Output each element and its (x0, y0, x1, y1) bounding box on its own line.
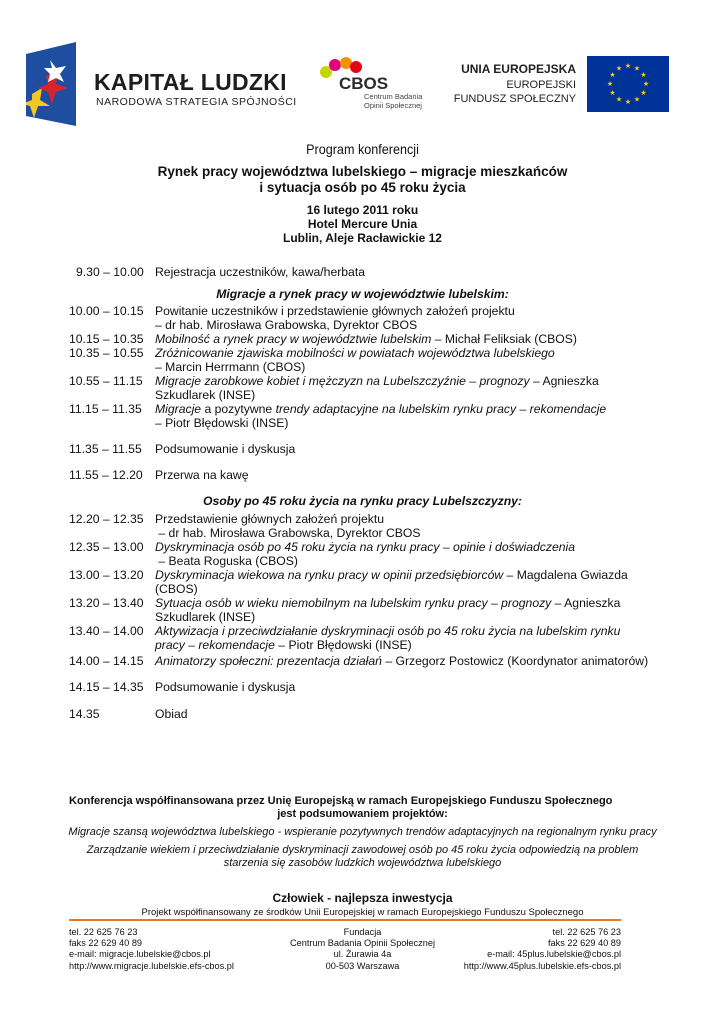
conference-title-line1: Rynek pracy województwa lubelskiego – migracje mieszkańców (157, 164, 568, 179)
svg-text:★: ★ (640, 89, 647, 97)
agenda-time: 10.15 – 10.35 (69, 332, 144, 346)
svg-text:★: ★ (640, 71, 647, 79)
contact-left (69, 927, 234, 972)
agenda-text (155, 624, 675, 639)
talk-title: Zróżnicowanie zjawiska mobilności w powiatach województwa lubelskiego (155, 346, 555, 360)
svg-text:★: ★ (624, 98, 632, 106)
slogan: Człowiek - najlepsza inwestycja (272, 891, 453, 905)
svg-text:★: ★ (615, 95, 623, 104)
svg-text:★: ★ (624, 62, 632, 70)
talk-title: Mobilność a rynek pracy w województwie lubelskim (155, 332, 432, 346)
event-date: 16 lutego 2011 roku (306, 203, 419, 217)
agenda-text (155, 638, 675, 653)
agenda-time: 13.00 – 13.20 (69, 568, 144, 582)
agenda-text (155, 332, 675, 347)
agenda-time: 10.35 – 10.55 (69, 346, 144, 360)
talk-title: Dyskryminacja wiekowa na rynku pracy w opinii przedsiębiorców (155, 568, 504, 582)
contact-left-phone: tel. 22 625 76 23 (69, 927, 138, 937)
svg-text:★: ★ (633, 95, 641, 104)
agenda-speaker: – Piotr Błędowski (INSE) (155, 416, 289, 430)
section-title-45plus: Osoby po 45 roku życia na rynku pracy Lubelszczyzny: (202, 494, 522, 508)
footer-divider (69, 919, 621, 921)
project-cofinancing-note: Projekt współfinansowany ze środków Unii Europejskiej w ramach Europejskiego Funduszu Społecznego (141, 907, 584, 918)
agenda-speaker: Szkudlarek (INSE) (155, 388, 256, 402)
talk-speaker: – Agnieszka (551, 596, 621, 610)
agenda-speaker: – dr hab. Mirosława Grabowska, Dyrektor CBOS (155, 318, 418, 332)
conference-title-line2: i sytuacja osób po 45 roku życia (259, 180, 466, 195)
cbos-subtitle-2: Opinii Społecznej (364, 101, 422, 110)
agenda-speaker: – dr hab. Mirosława Grabowska, Dyrektor CBOS (155, 526, 421, 540)
contact-left-website[interactable]: http://www.migracje.lubelskie.efs-cbos.pl (69, 960, 234, 971)
agenda-text: Obiad (155, 707, 188, 721)
agenda-time: 14.35 (69, 707, 100, 721)
contact-right-phone: tel. 22 625 76 23 (552, 927, 621, 937)
contact-center-name: Centrum Badania Opinii Społecznej (289, 938, 436, 949)
agenda-text (155, 654, 675, 669)
talk-speaker: – Piotr Błędowski (INSE) (274, 638, 412, 652)
agenda-time: 14.00 – 14.15 (69, 654, 144, 668)
project-name-2-line1: Zarządzanie wiekiem i przeciwdziałanie dyskryminacji zawodowej osób po 45 roku życia odpowiedzią na problem (86, 844, 639, 856)
eu-label-3: FUNDUSZ SPOŁECZNY (453, 93, 576, 105)
contact-right (421, 927, 621, 972)
agenda-speaker: Szkudlarek (INSE) (155, 610, 256, 624)
contact-right-website[interactable]: http://www.45plus.lubelskie.efs-cbos.pl (463, 960, 621, 971)
agenda-time: 13.20 – 13.40 (69, 596, 144, 610)
event-venue: Hotel Mercure Unia (307, 217, 418, 231)
agenda-text: Rejestracja uczestników, kawa/herbata (155, 265, 366, 279)
agenda-text: Powitanie uczestników i przedstawienie głównych założeń projektu (155, 304, 515, 318)
cbos-name: CBOS (339, 74, 389, 93)
svg-text:★: ★ (615, 64, 623, 73)
talk-title-rest: trendy adaptacyjne na lubelskim rynku pracy – rekomendacje (275, 402, 607, 416)
agenda-time: 12.35 – 13.00 (69, 540, 144, 554)
talk-title: Migracje (155, 402, 202, 416)
talk-title: Dyskryminacja osób po 45 roku życia na rynku pracy – opinie i doświadczenia (155, 540, 575, 554)
agenda-text: Przedstawienie głównych założeń projektu (155, 512, 384, 526)
project-name-2-line2: starzenia się zasobów ludzkich województwa lubelskiego (223, 857, 502, 869)
talk-speaker: – Michał Feliksiak (CBOS) (431, 332, 577, 346)
eu-label-1: UNIA EUROPEJSKA (461, 62, 576, 76)
agenda-text: Przerwa na kawę (155, 468, 249, 482)
talk-title-mid: a pozytywne (201, 402, 276, 416)
agenda-text (155, 346, 675, 361)
talk-title: Sytuacja osób w wieku niemobilnym na lubelskim rynku pracy – prognozy (155, 596, 552, 610)
agenda-speaker: (CBOS) (155, 582, 198, 596)
eu-flag-icon (587, 56, 669, 112)
agenda-text (155, 374, 675, 389)
talk-speaker: – Agnieszka (529, 374, 599, 388)
contact-right-fax: faks 22 629 40 89 (547, 938, 621, 949)
contact-right-email[interactable]: e-mail: 45plus.lubelskie@cbos.pl (487, 949, 621, 960)
agenda-time: 10.55 – 11.15 (69, 374, 143, 388)
kapital-ludzki-title: KAPITAŁ LUDZKI (94, 69, 287, 95)
event-address: Lublin, Aleje Racławickie 12 (283, 231, 442, 245)
cbos-subtitle-1: Centrum Badania (364, 92, 423, 101)
section-title-migration: Migracje a rynek pracy w województwie lubelskim: (216, 287, 509, 301)
agenda-text: Podsumowanie i dyskusja (155, 680, 296, 694)
talk-title-cont: pracy – rekomendacje (155, 638, 275, 652)
agenda-text: Podsumowanie i dyskusja (155, 442, 296, 456)
svg-text:★: ★ (642, 80, 650, 88)
contact-left-fax: faks 22 629 40 89 (69, 938, 143, 949)
agenda-text (155, 540, 675, 555)
contact-center-city: 00-503 Warszawa (325, 960, 400, 971)
agenda-text (155, 402, 675, 417)
svg-text:★: ★ (609, 71, 616, 79)
agenda-time: 11.35 – 11.55 (69, 442, 142, 456)
talk-title: Migracje zarobkowe kobiet i mężczyzn na Lubelszczyźnie – prognozy (155, 374, 530, 388)
svg-text:★: ★ (606, 80, 614, 88)
cofinanced-line1: Konferencja współfinansowana przez Unię Europejską w ramach Europejskiego Funduszu Społecznego (69, 795, 613, 807)
agenda-time: 14.15 – 14.35 (69, 680, 144, 694)
agenda-time: 12.20 – 12.35 (69, 512, 144, 526)
agenda-time: 9.30 – 10.00 (76, 265, 144, 279)
svg-text:★: ★ (609, 89, 616, 97)
contact-center-street: ul. Żurawia 4a (333, 949, 392, 960)
agenda-speaker: – Marcin Herrmann (CBOS) (155, 360, 306, 374)
talk-speaker: – Grzegorz Postowicz (Koordynator animatorów) (381, 654, 649, 668)
eu-label-2: EUROPEJSKI (506, 79, 576, 91)
kapital-ludzki-logo (26, 42, 76, 126)
agenda-time: 13.40 – 14.00 (69, 624, 144, 638)
talk-title: Aktywizacja i przeciwdziałanie dyskryminacji osób po 45 roku życia na lubelskim rynku (155, 624, 621, 638)
talk-title: Animatorzy społeczni: prezentacja działań (155, 654, 382, 668)
agenda-time: 11.15 – 11.35 (69, 402, 142, 416)
project-name-1: Migracje szansą województwa lubelskiego - wspieranie pozytywnych trendów adaptacyjnych na regionalnym rynku pracy (68, 826, 657, 838)
contact-center-org: Fundacja (343, 927, 382, 937)
contact-left-email[interactable]: e-mail: migracje.lubelskie@cbos.pl (69, 949, 211, 960)
svg-text:★: ★ (633, 64, 641, 73)
program-label: Program konferencji (306, 141, 419, 157)
agenda-text (155, 568, 675, 583)
talk-speaker: – Magdalena Gwiazda (503, 568, 628, 582)
agenda-text (155, 596, 675, 611)
agenda-time: 10.00 – 10.15 (69, 304, 144, 318)
cofinanced-line2: jest podsumowaniem projektów: (277, 808, 448, 820)
agenda-time: 11.55 – 12.20 (69, 468, 143, 482)
kapital-ludzki-subtitle: NARODOWA STRATEGIA SPÓJNOŚCI (96, 96, 297, 108)
agenda-speaker: – Beata Roguska (CBOS) (155, 554, 298, 568)
